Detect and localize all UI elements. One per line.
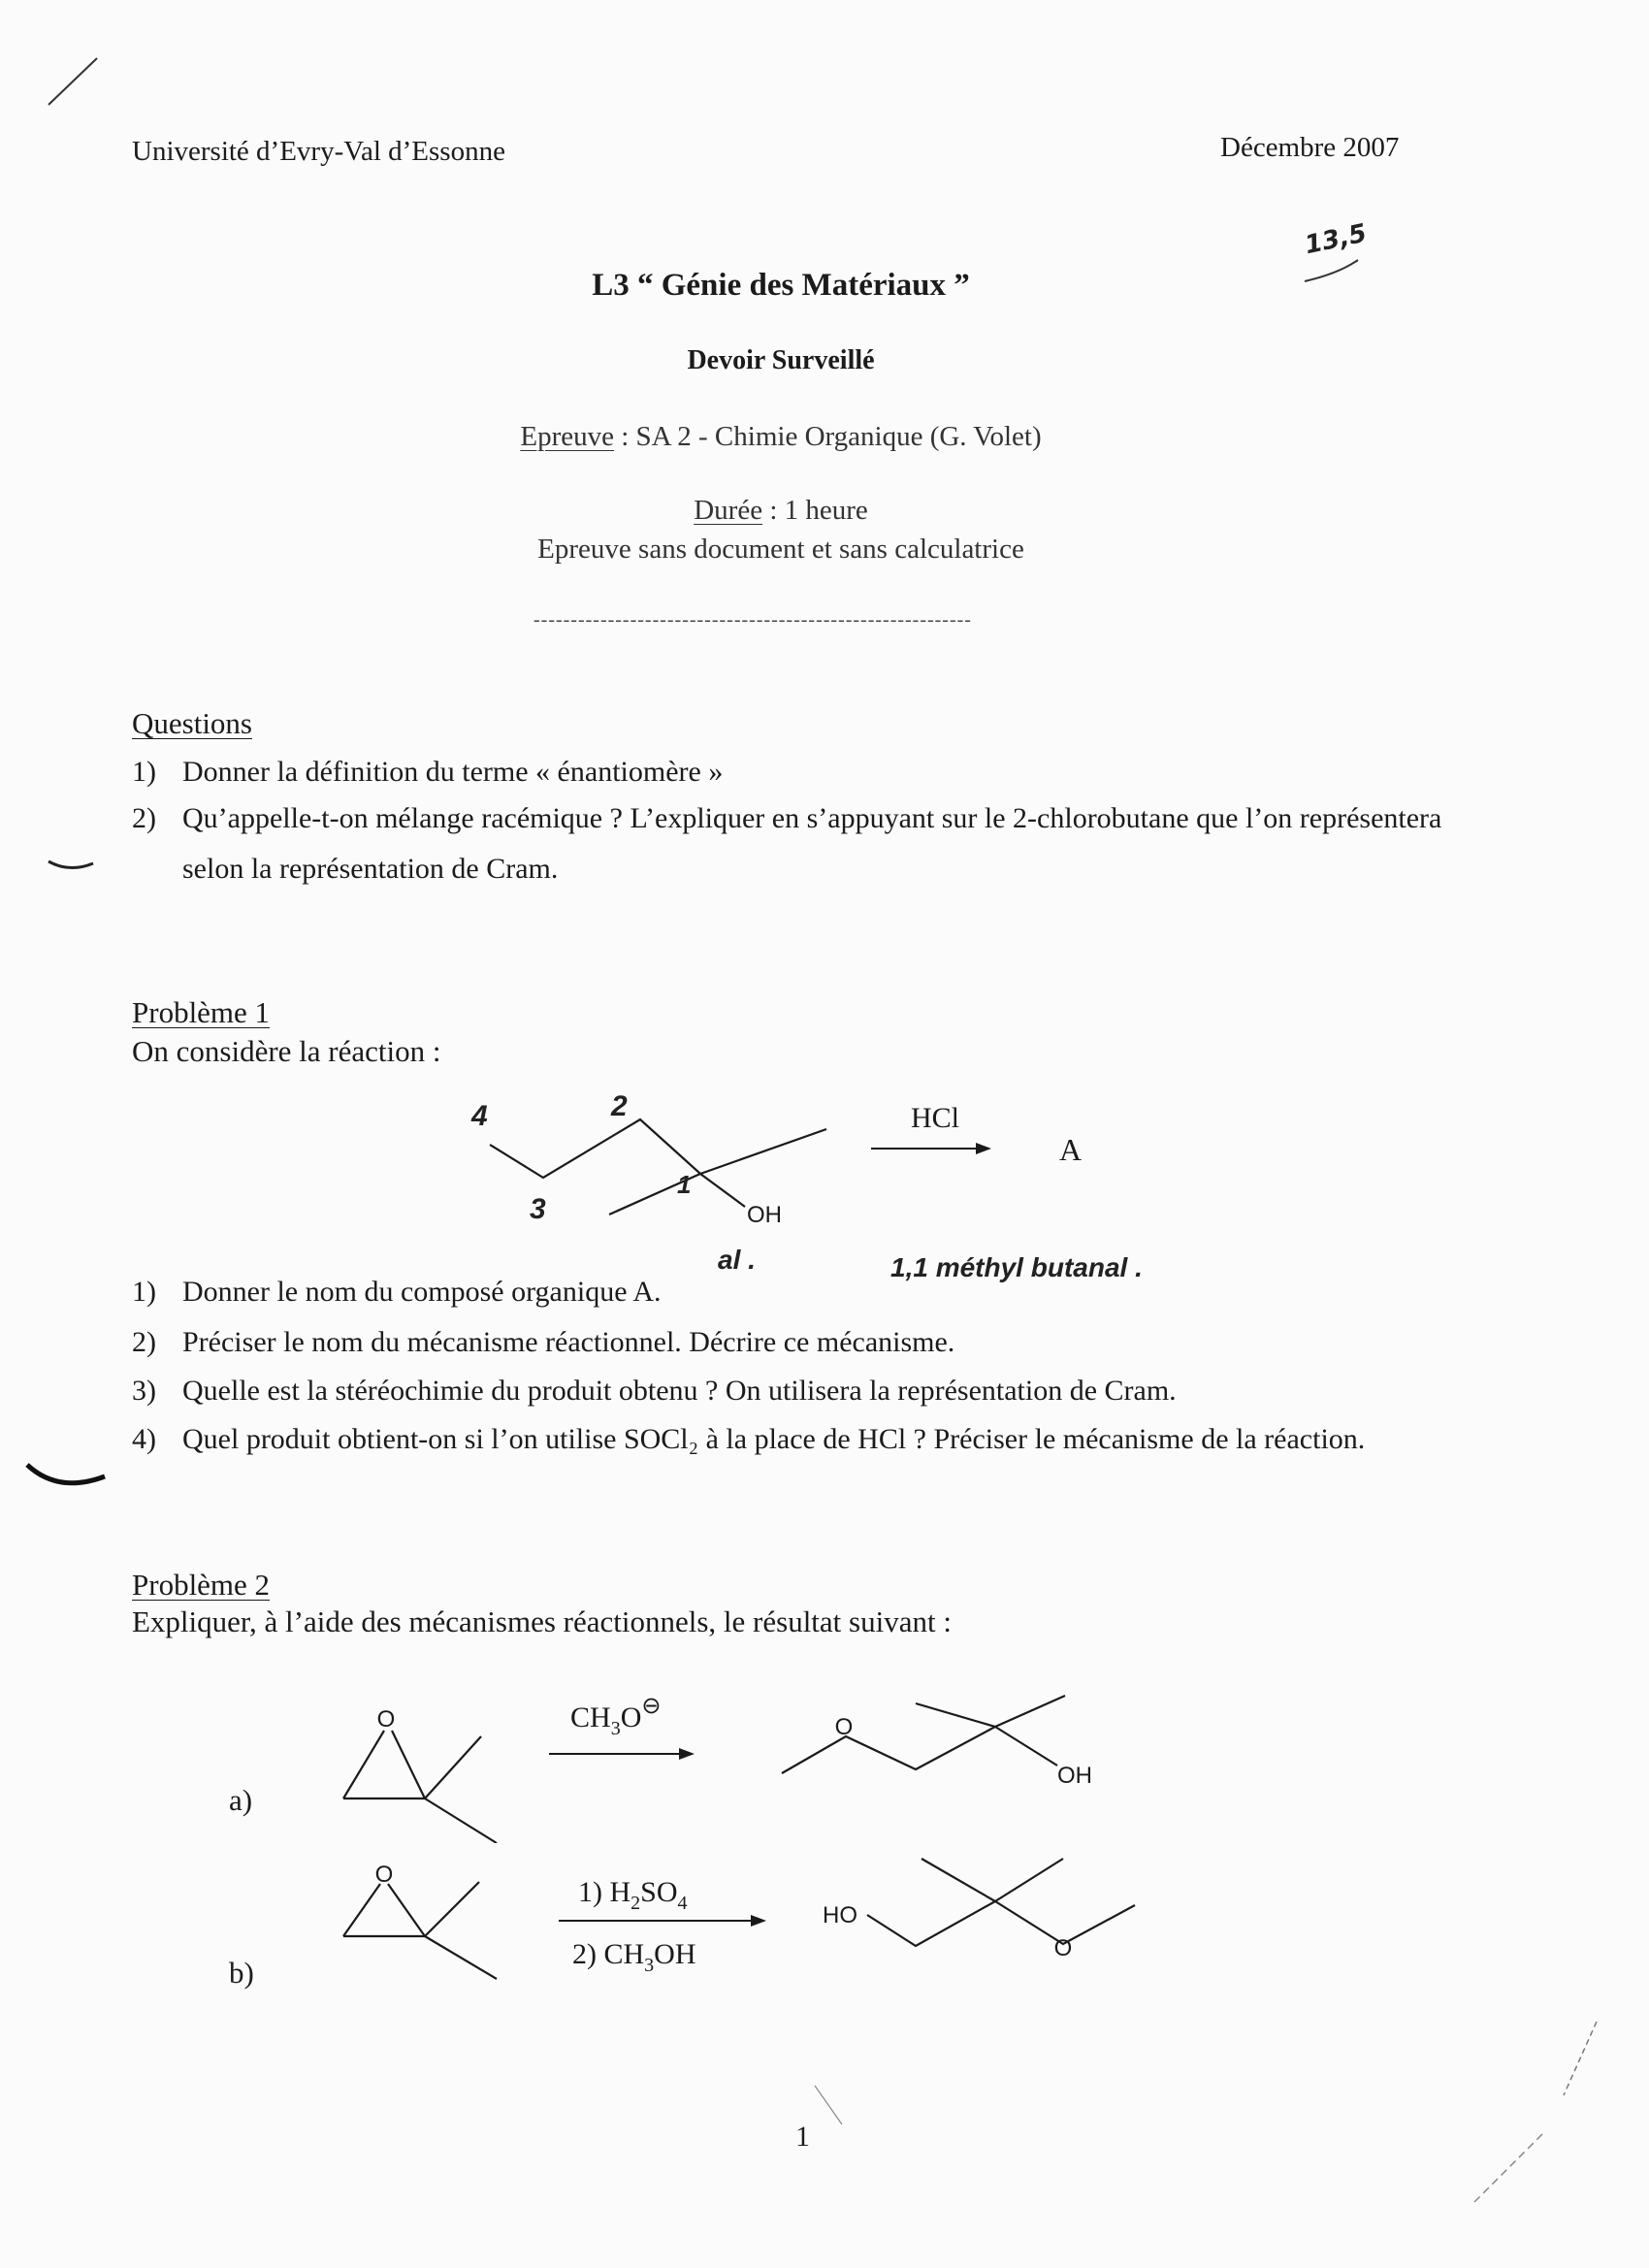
- reaction-scheme-b: [0, 1843, 1649, 2008]
- exam-type: Devoir Surveillé: [687, 345, 875, 375]
- probleme2-heading: Problème 2: [132, 1568, 271, 1602]
- hand-note-right: 1,1 méthyl butanal .: [890, 1252, 1143, 1282]
- exam-conditions: Epreuve sans document et sans calculatrice: [537, 534, 1024, 565]
- product-b-o: O: [1053, 1935, 1073, 1961]
- page-number: 1: [795, 2121, 810, 2153]
- duration-label: Durée: [694, 495, 763, 526]
- probleme2-intro: Expliquer, à l’aide des mécanismes réactionnels, le résultat suivant :: [132, 1604, 952, 1638]
- university-name: Université d’Evry-Val d’Essonne: [132, 136, 505, 167]
- reagent-hcl: HCl: [910, 1102, 960, 1134]
- carbon-chain: [490, 1119, 826, 1178]
- reaction-a-label: a): [229, 1783, 253, 1817]
- product-a-o: O: [834, 1714, 854, 1740]
- duration-value: : 1 heure: [762, 495, 868, 526]
- handwritten-grade: 13,5: [1302, 218, 1370, 261]
- product-a-oh: OH: [1057, 1763, 1092, 1789]
- exam-duration: [0, 495, 1562, 527]
- probleme1-heading: Problème 1: [132, 995, 271, 1029]
- exam-value: : SA 2 - Chimie Organique (G. Volet): [614, 421, 1042, 452]
- product-a: A: [1059, 1132, 1083, 1167]
- reaction-scheme-a: [0, 1669, 1649, 1843]
- separator-line: -----------------------------------------------------------: [534, 609, 972, 631]
- exam-label: Epreuve: [520, 421, 614, 452]
- product-b-ho: HO: [823, 1902, 857, 1928]
- course-title: L3 “ Génie des Matériaux ”: [592, 268, 970, 303]
- hand-number: 4: [471, 1100, 488, 1132]
- epoxide-o: O: [374, 1862, 394, 1888]
- questions-heading: Questions: [132, 706, 252, 740]
- reagent-step2: 2) $CH_3OH$: [572, 1938, 696, 1976]
- hand-number: 3: [530, 1193, 546, 1225]
- hand-number: 1: [677, 1170, 692, 1199]
- exam-date: Décembre 2007: [1220, 132, 1400, 163]
- epoxide-o: O: [376, 1706, 396, 1733]
- probleme1-intro: On considère la réaction :: [132, 1034, 441, 1068]
- scan-artifacts: [0, 2018, 1649, 2212]
- margin-marks: [0, 834, 116, 1513]
- reaction-b-label: b): [229, 1956, 254, 1990]
- reaction-scheme-1: [0, 1086, 1649, 1290]
- arrow-head: [976, 1143, 991, 1154]
- oh-bond: [700, 1174, 745, 1207]
- oh-label: OH: [747, 1202, 782, 1228]
- hand-note-left: al .: [718, 1245, 756, 1275]
- exam-subject: [0, 421, 1562, 453]
- reagent-methoxide: $CH_3O^⊖$: [570, 1694, 662, 1739]
- hand-number: 2: [611, 1090, 628, 1122]
- reagent-step1: 1) $H_2SO_4$: [578, 1876, 688, 1914]
